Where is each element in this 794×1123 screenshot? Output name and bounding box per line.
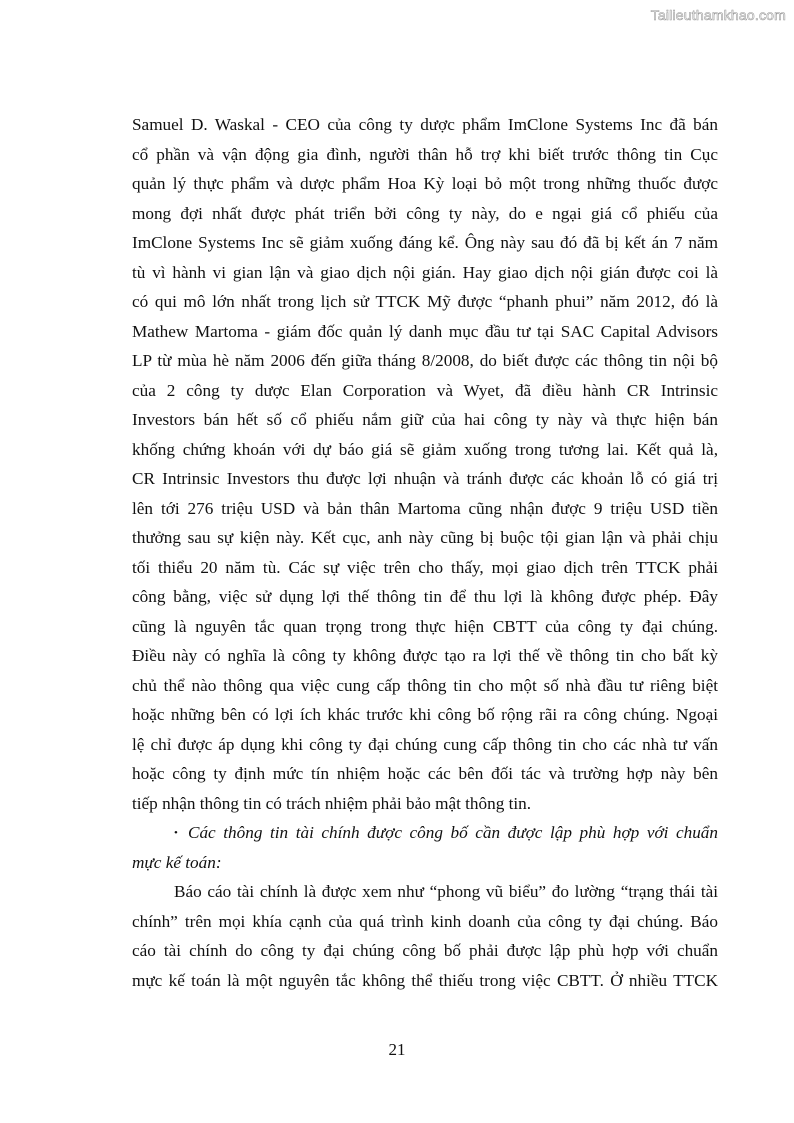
text-line: công bằng, việc sử dụng lợi thế thông tin để thu lợi là không được phép. Đây [132,587,718,606]
text-line: chính” trên mọi khía cạnh của quá trình kinh doanh của công ty đại chúng. Báo [132,911,718,931]
text-line: lên tới 276 triệu USD và bản thân Martoma cũng nhận được 9 triệu USD tiền [132,498,718,518]
bullet-icon: • [174,827,178,839]
text-line: hoặc công ty định mức tín nhiệm hoặc các bên đối tác và trường hợp này bên [132,764,718,783]
text-line: có qui mô lớn nhất trong lịch sử TTCK Mỹ được “phanh phui” năm 2012, đó là [132,292,718,311]
text-line: ImClone Systems Inc sẽ giảm xuống đáng kể. Ông này sau đó đã bị kết án 7 năm [132,233,718,252]
text-line: tù vì hành vi gian lận và giao dịch nội gián. Hay giao dịch nội gián được coi là [132,262,718,282]
text-line: lệ chỉ được áp dụng khi công ty đại chúng cung cấp thông tin cho các nhà tư vấn [132,734,718,754]
text-line: chủ thể nào thông qua việc cung cấp thông tin cho một số nhà đầu tư riêng biệt [132,675,718,695]
text-line: tiếp nhận thông tin có trách nhiệm phải bảo mật thông tin. [132,793,532,813]
bullet-line [132,818,718,848]
text-line: LP từ mùa hè năm 2006 đến giữa tháng 8/2008, do biết được các thông tin nội bộ [132,351,718,370]
text-line: Điều này có nghĩa là công ty không được tạo ra lợi thế về thông tin cho bất kỳ [132,646,718,665]
text-line: thưởng sau sự kiện này. Kết cục, anh này cũng bị buộc tội gian lận và phải chịu [132,528,718,547]
text-line: mực kế toán là một nguyên tắc không thể thiếu trong việc CBTT. Ở nhiều TTCK [132,970,718,990]
text-line: mong đợi nhất được phát triển bởi công ty này, do e ngại giá cổ phiếu của [132,203,718,223]
paragraph-insider-trading-cases [132,110,718,818]
text-line: cổ phần và vận động gia đình, người thân hỗ trợ khi biết trước thông tin Cục [132,144,718,164]
text-line: khống chứng khoán với dự báo giá sẽ giảm xuống trong tương lai. Kết quả là, [132,439,718,459]
text-line: cũng là nguyên tắc quan trọng trong thực hiện CBTT của công ty đại chúng. [132,616,718,636]
text-line: hoặc những bên có lợi ích khác trước khi công bố rộng rãi ra công chúng. Ngoại [132,705,718,724]
text-line: tối thiểu 20 năm tù. Các sự việc trên cho thấy, mọi giao dịch trên TTCK phải [132,557,718,577]
paragraph-financial-reports [132,877,718,995]
bullet-text: Các thông tin tài chính được công bố cần được lập phù hợp với chuẩn [188,823,718,842]
text-line: Báo cáo tài chính là được xem như “phong vũ biểu” đo lường “trạng thái tài [174,882,718,901]
text-line: quản lý thực phẩm và dược phẩm Hoa Kỳ loại bỏ một trong những thuốc được [132,174,718,193]
page-body [132,110,718,995]
watermark-text: Tailieuthamkhao.com [650,7,786,23]
bullet-line: mực kế toán: [132,852,222,872]
text-line: của 2 công ty dược Elan Corporation và Wyet, đã điều hành CR Intrinsic [132,380,718,400]
text-line: Mathew Martoma - giám đốc quản lý danh mục đầu tư tại SAC Capital Advisors [132,321,718,341]
text-line: Samuel D. Waskal - CEO của công ty dược phẩm ImClone Systems Inc đã bán [132,115,718,134]
bullet-heading-financial-info [132,818,718,877]
page-number: 21 [388,1040,406,1059]
text-line: CR Intrinsic Investors thu được lợi nhuận và tránh được các khoản lỗ có giá trị [132,469,718,488]
text-line: cáo tài chính do công ty đại chúng công bố phải được lập phù hợp với chuẩn [132,941,718,960]
text-line: Investors bán hết số cổ phiếu nắm giữ của hai công ty này và thực hiện bán [132,410,718,429]
